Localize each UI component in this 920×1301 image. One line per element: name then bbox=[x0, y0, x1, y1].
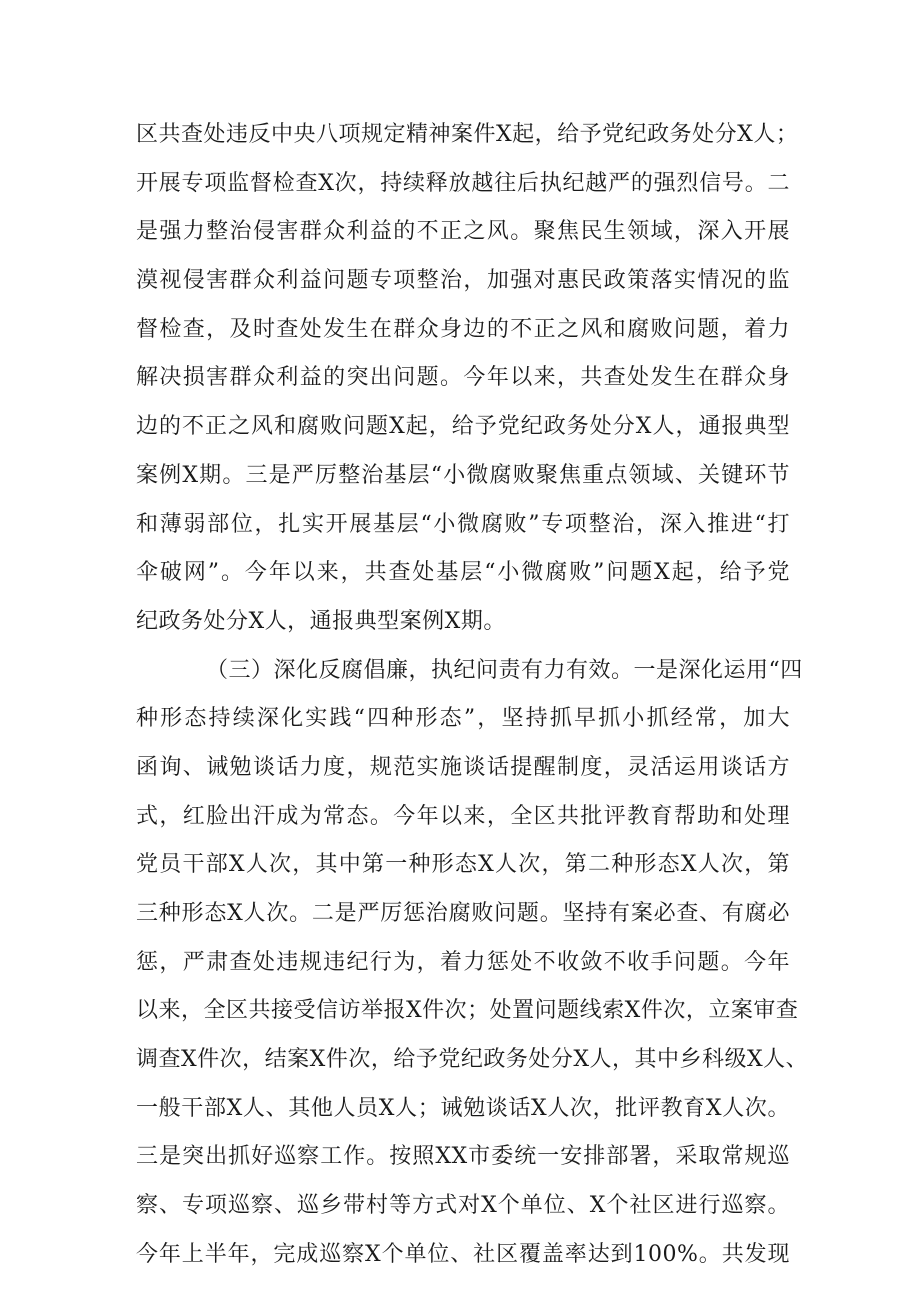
text-line: 式，红脸出汗成为常态。今年以来，全区共批评教育帮助和处理 bbox=[136, 803, 790, 829]
text-line: 案例X期。三是严厉整治基层“小微腐败聚焦重点领域、关键环节 bbox=[136, 462, 790, 488]
section-heading-line: （三）深化反腐倡廉，执纪问责有力有效。一是深化运用“四 bbox=[206, 657, 803, 683]
text-line: 三种形态X人次。二是严厉惩治腐败问题。坚持有案必查、有腐必 bbox=[136, 901, 790, 926]
text-line: 惩，严肃查处违规违纪行为，着力惩处不收敛不收手问题。今年 bbox=[136, 949, 790, 975]
text-line: 函询、诫勉谈话力度，规范实施谈话提醒制度，灵活运用谈话方 bbox=[136, 754, 790, 780]
text-line: 开展专项监督检查X次，持续释放越往后执纪越严的强烈信号。二 bbox=[136, 170, 790, 196]
text-line: 纪政务处分X人，通报典型案例X期。 bbox=[136, 608, 506, 634]
body-text bbox=[136, 111, 809, 1280]
text-line: 一般干部X人、其他人员X人；诫勉谈话X人次，批评教育X人次。 bbox=[136, 1095, 790, 1121]
text-line: 三是突出抓好巡察工作。按照XX市委统一安排部署，采取常规巡 bbox=[136, 1144, 790, 1170]
text-line: 察、专项巡察、巡乡带村等方式对X个单位、X个社区进行巡察。 bbox=[136, 1193, 790, 1219]
text-line: 督检查，及时查处发生在群众身边的不正之风和腐败问题，着力 bbox=[136, 316, 790, 342]
text-line: 和薄弱部位，扎实开展基层“小微腐败”专项整治，深入推进“打 bbox=[136, 511, 790, 537]
text-line: 以来，全区共接受信访举报X件次；处置问题线索X件次，立案审查 bbox=[136, 998, 799, 1024]
text-line: 区共查处违反中央八项规定精神案件X起，给予党纪政务处分X人； bbox=[136, 122, 799, 147]
text-line: 种形态持续深化实践“四种形态”，坚持抓早抓小抓经常，加大 bbox=[136, 706, 790, 732]
text-line: 是强力整治侵害群众利益的不正之风。聚焦民生领域，深入开展 bbox=[136, 219, 790, 245]
text-line: 边的不正之风和腐败问题X起，给予党纪政务处分X人，通报典型 bbox=[136, 414, 790, 440]
text-line: 伞破网”。今年以来，共查处基层“小微腐败”问题X起，给予党 bbox=[136, 560, 790, 586]
text-line: 漠视侵害群众利益问题专项整治，加强对惠民政策落实情况的监 bbox=[136, 268, 790, 294]
text-line: 调查X件次，结案X件次，给予党纪政务处分X人，其中乡科级X人、 bbox=[136, 1047, 809, 1073]
text-line: 党员干部X人次，其中第一种形态X人次，第二种形态X人次，第 bbox=[136, 852, 790, 878]
text-line: 解决损害群众利益的突出问题。今年以来，共查处发生在群众身 bbox=[136, 365, 790, 391]
text-line: 今年上半年，完成巡察X个单位、社区覆盖率达到100%。共发现 bbox=[136, 1241, 790, 1267]
